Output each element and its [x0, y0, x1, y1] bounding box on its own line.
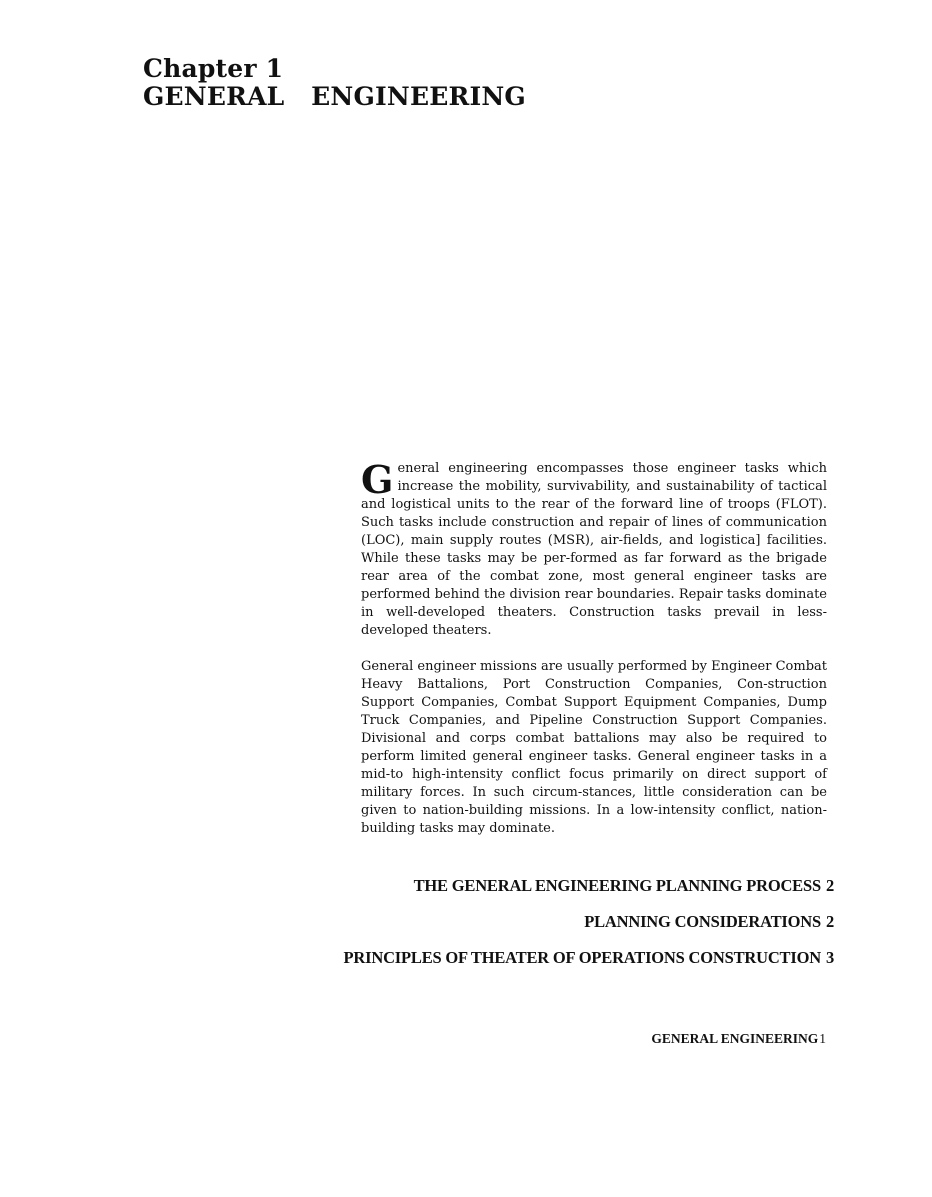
chapter-heading [143, 55, 526, 111]
page-footer [651, 1031, 826, 1047]
chapter-intro [361, 457, 827, 856]
toc-entry-title: PRINCIPLES OF THEATER OF OPERATIONS CONSTRUCTION [343, 948, 821, 967]
toc-entry[interactable] [344, 876, 834, 898]
section-list [344, 876, 834, 984]
toc-entry-title: THE GENERAL ENGINEERING PLANNING PROCESS [413, 876, 821, 895]
toc-entry[interactable] [344, 948, 834, 970]
drop-cap: G [361, 457, 394, 502]
chapter-title: GENERAL ENGINEERING [143, 82, 526, 111]
intro-paragraph-2: General engineer missions are usually performed by Engineer Combat Heavy Battalions, Port Construction Companies, Con-struction Support Companies, Combat Support Equipment Companies, Dump Truck Companies, and Pipeline Construction Support Companies. Divisional and corps combat battalions may also be required to perform limited general engineer tasks. General engineer tasks in a mid-to high-intensity conflict focus primarily on direct support of military forces. In such circum-stances, little consideration can be given to nation-building missions. In a low-intensity conflict, nation-building tasks may dominate. [361, 659, 827, 836]
running-title: GENERAL ENGINEERING [651, 1031, 819, 1046]
intro-paragraph-1 [361, 457, 827, 640]
page-number: 1 [819, 1031, 826, 1046]
toc-entry-page: 2 [825, 912, 834, 931]
toc-entry-title: PLANNING CONSIDERATIONS [584, 912, 821, 931]
toc-entry-page: 3 [825, 948, 834, 967]
toc-entry[interactable] [344, 912, 834, 934]
toc-entry-page: 2 [825, 876, 834, 895]
chapter-label: Chapter 1 [143, 54, 284, 83]
intro-paragraph-1-text: eneral engineering encompasses those engineer tasks which increase the mobility, survivability, and sustainability of tactical and logistical units to the rear of the forward line of troops (FLOT). Such tasks include construction and repair of lines of communication (LOC), main supply routes (MSR), air-fields, and logistica] facilities. While these tasks may be per-formed as far forward as the brigade rear area of the combat zone, most general engineer tasks are performed behind the division rear boundaries. Repair tasks dominate in well-developed theaters. Construction tasks prevail in less-developed theaters. [361, 461, 827, 638]
